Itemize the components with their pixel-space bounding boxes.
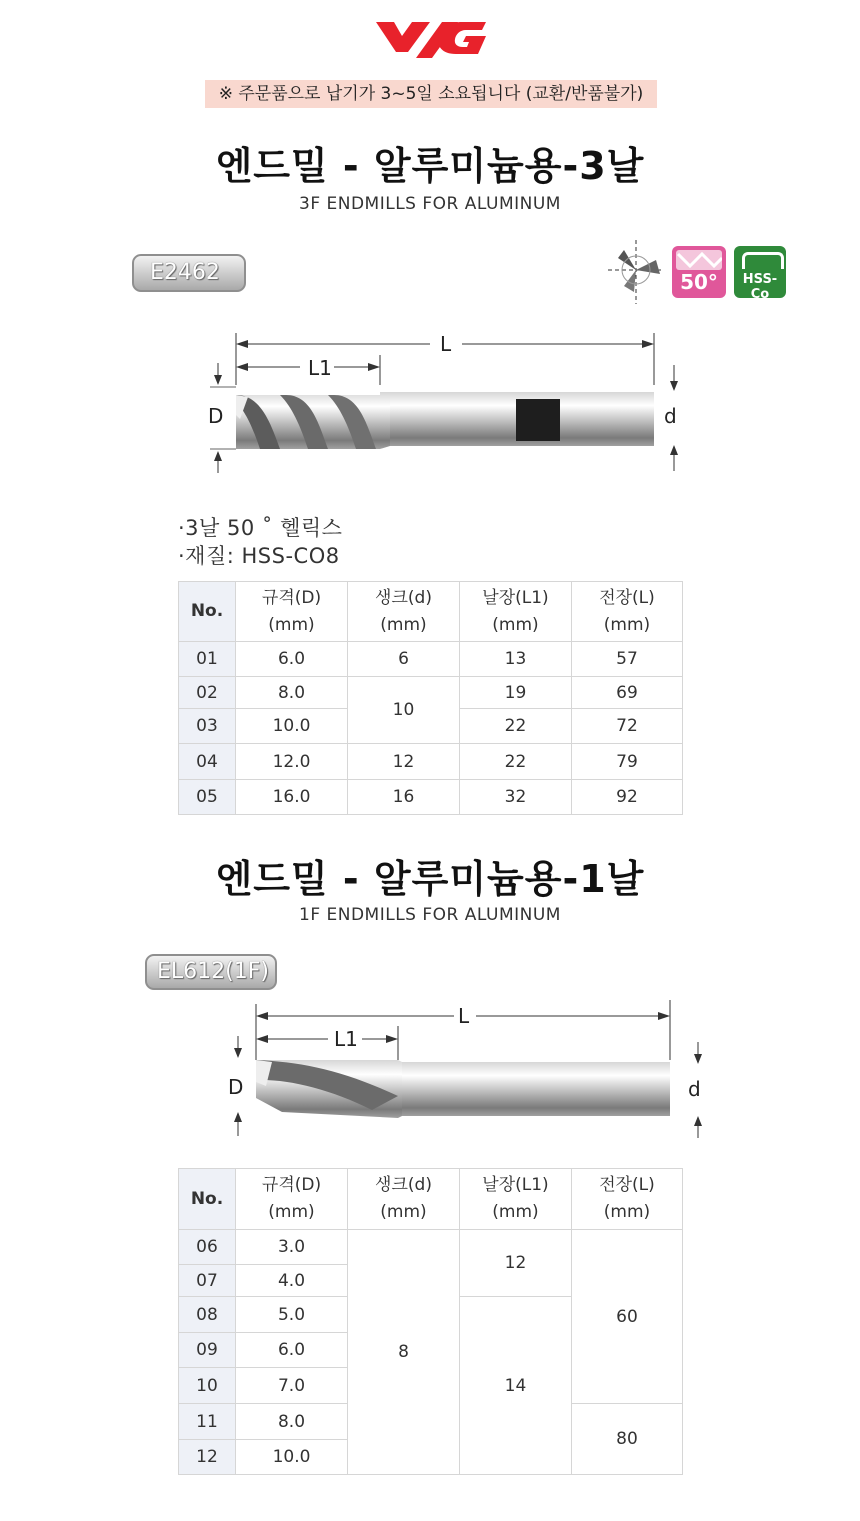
product2-subtitle: 1F ENDMILLS FOR ALUMINUM: [299, 905, 561, 925]
header-diameter: 규격(D) (mm): [236, 1169, 348, 1230]
cell-no: 08: [179, 1297, 236, 1333]
material-badge: [734, 246, 786, 302]
dim-L1-label: L1: [308, 356, 332, 380]
cell-diameter: 8.0: [236, 1404, 348, 1440]
cell-diameter: 4.0: [236, 1265, 348, 1297]
product1-spec-table: [178, 581, 683, 815]
cell-diameter: 5.0: [236, 1297, 348, 1333]
header-flute-length: 날장(L1) (mm): [460, 1169, 572, 1230]
three-flute-endmill-icon: [608, 240, 664, 304]
dim-d-label: d: [688, 1077, 701, 1101]
cell-diameter: 8.0: [236, 677, 348, 709]
table-row: [179, 780, 683, 815]
cell-diameter: 12.0: [236, 744, 348, 780]
cell-no: 10: [179, 1368, 236, 1404]
dim-d-label: d: [664, 404, 677, 428]
product2-title: 엔드밀 - 알루미늄용-1날: [215, 857, 645, 901]
header-overall-length: 전장(L) (mm): [572, 1169, 683, 1230]
dim-L-label: L: [458, 1004, 470, 1028]
cell-flute-length: 13: [460, 642, 572, 677]
cell-no: 03: [179, 709, 236, 744]
cell-diameter: 3.0: [236, 1230, 348, 1265]
cell-no: 09: [179, 1333, 236, 1368]
product1-title: 엔드밀 - 알루미늄용-3날: [215, 144, 645, 188]
cell-flute-length: 12: [460, 1230, 572, 1297]
table-row: [179, 744, 683, 780]
three-flute-endmill-diagram: [200, 325, 690, 480]
cell-overall-length: 80: [572, 1404, 683, 1475]
cell-overall-length: 92: [572, 780, 683, 815]
cell-diameter: 7.0: [236, 1368, 348, 1404]
product1-code-badge: E2462: [132, 254, 246, 292]
product2-spec-table: [178, 1168, 683, 1475]
table-row: [179, 677, 683, 709]
cell-diameter: 6.0: [236, 1333, 348, 1368]
header-no: No.: [179, 582, 236, 642]
cell-flute-length: 19: [460, 677, 572, 709]
cell-no: 07: [179, 1265, 236, 1297]
order-notice: ※ 주문품으로 납기가 3~5일 소요됩니다 (교환/반품불가): [205, 80, 657, 108]
helix-angle-label: 50°: [680, 270, 718, 294]
feature-helix: ·3날 50 ˚ 헬릭스: [178, 516, 343, 540]
material-label: HSS-Co: [742, 272, 778, 302]
cell-shank: 10: [348, 677, 460, 744]
cell-flute-length: 14: [460, 1297, 572, 1475]
cell-no: 11: [179, 1404, 236, 1440]
cell-overall-length: 72: [572, 709, 683, 744]
dim-D-label: D: [228, 1075, 244, 1099]
helix-icon: [676, 250, 722, 270]
cell-no: 06: [179, 1230, 236, 1265]
dim-L1-label: L1: [334, 1027, 358, 1051]
cell-no: 04: [179, 744, 236, 780]
dim-L-label: L: [440, 332, 452, 356]
cell-overall-length: 79: [572, 744, 683, 780]
cell-flute-length: 32: [460, 780, 572, 815]
product2-code-badge: EL612(1F): [145, 954, 277, 990]
cell-overall-length: 57: [572, 642, 683, 677]
cell-diameter: 10.0: [236, 709, 348, 744]
header-shank: 생크(d) (mm): [348, 582, 460, 642]
cell-shank: 8: [348, 1230, 460, 1475]
yg-logo: [372, 18, 488, 62]
table-header-row: [179, 1169, 683, 1230]
header-shank: 생크(d) (mm): [348, 1169, 460, 1230]
table-row: [179, 642, 683, 677]
helix-angle-badge: [672, 246, 726, 298]
cell-diameter: 10.0: [236, 1440, 348, 1475]
cell-no: 05: [179, 780, 236, 815]
product1-subtitle: 3F ENDMILLS FOR ALUMINUM: [299, 194, 561, 214]
cell-diameter: 16.0: [236, 780, 348, 815]
dim-D-label: D: [208, 404, 224, 428]
single-flute-endmill-diagram: [222, 1000, 712, 1145]
cell-no: 12: [179, 1440, 236, 1475]
logo-text: YG: [372, 18, 374, 19]
feature-material: ·재질: HSS-CO8: [178, 544, 340, 568]
table-header-row: [179, 582, 683, 642]
cell-shank: 12: [348, 744, 460, 780]
header-diameter: 규격(D) (mm): [236, 582, 348, 642]
cell-flute-length: 22: [460, 709, 572, 744]
cell-flute-length: 22: [460, 744, 572, 780]
cell-overall-length: 60: [572, 1230, 683, 1404]
cell-shank: 6: [348, 642, 460, 677]
header-overall-length: 전장(L) (mm): [572, 582, 683, 642]
cell-shank: 16: [348, 780, 460, 815]
cell-no: 01: [179, 642, 236, 677]
table-row: [179, 1230, 683, 1265]
header-no: No.: [179, 1169, 236, 1230]
header-flute-length: 날장(L1) (mm): [460, 582, 572, 642]
cell-overall-length: 69: [572, 677, 683, 709]
cell-no: 02: [179, 677, 236, 709]
cell-diameter: 6.0: [236, 642, 348, 677]
